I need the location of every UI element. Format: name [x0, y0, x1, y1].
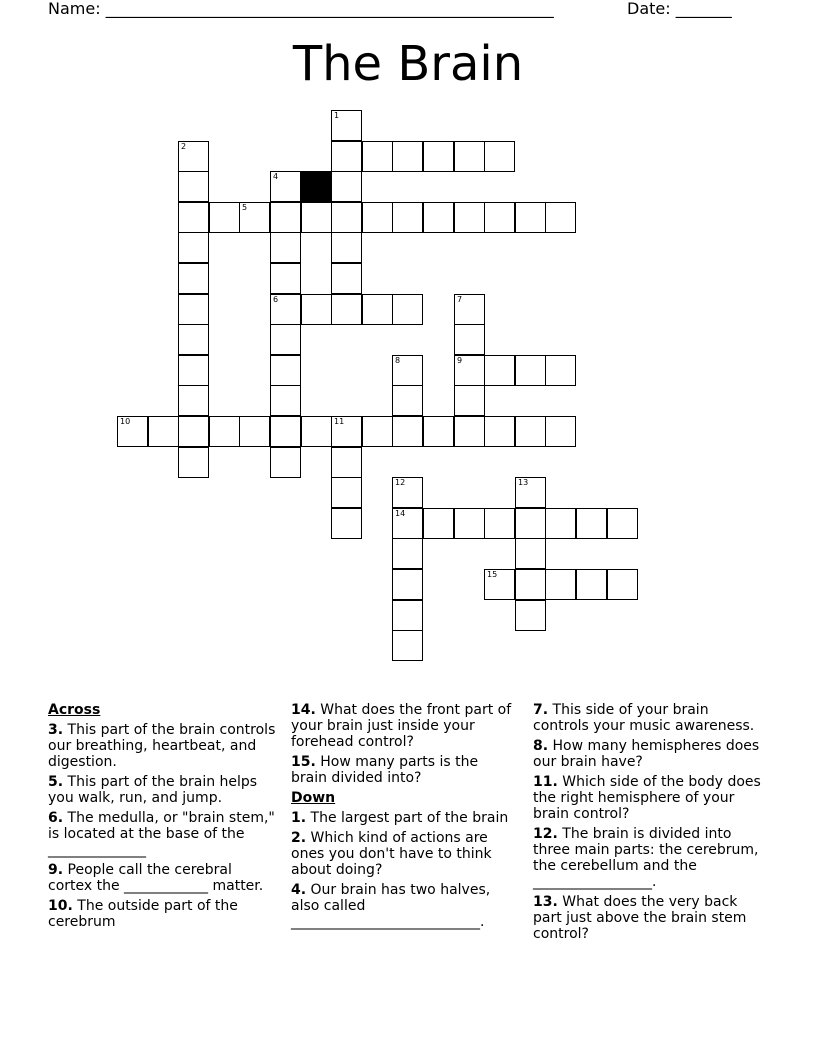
grid-cell[interactable]: [178, 447, 209, 478]
grid-cell[interactable]: [392, 141, 423, 172]
clue-text: The brain is divided into three main parts: the cerebrum, the cerebellum and the _________________.: [533, 826, 759, 890]
grid-cell[interactable]: [454, 294, 485, 325]
clue-number: 1: [334, 111, 340, 120]
grid-cell[interactable]: [392, 355, 423, 386]
clue-item: [533, 738, 768, 770]
clue-number: 12: [395, 478, 406, 487]
name-label: Name:: [48, 0, 101, 18]
grid-cell[interactable]: [301, 294, 332, 325]
clues-column-3: [533, 702, 768, 946]
grid-cell[interactable]: [392, 569, 423, 600]
grid-cell[interactable]: [484, 569, 515, 600]
grid-cell[interactable]: [178, 416, 209, 447]
grid-cell[interactable]: [270, 447, 301, 478]
grid-cell[interactable]: [484, 202, 515, 233]
grid-cell[interactable]: [331, 141, 362, 172]
grid-cell[interactable]: [362, 416, 393, 447]
clue-text: How many hemispheres does our brain have?: [533, 738, 760, 770]
clue-number: 11: [334, 417, 345, 426]
grid-cell[interactable]: [515, 538, 546, 569]
grid-cell[interactable]: [545, 569, 576, 600]
grid-cell[interactable]: [545, 416, 576, 447]
grid-cell[interactable]: [515, 416, 546, 447]
grid-cell[interactable]: [454, 355, 485, 386]
puzzle-title: The Brain: [292, 36, 524, 92]
grid-cell[interactable]: [454, 416, 485, 447]
grid-cell[interactable]: [178, 202, 209, 233]
clue-text: What does the front part of your brain just inside your forehead control?: [291, 702, 512, 750]
grid-cell[interactable]: [301, 416, 332, 447]
clue-number-label: 14.: [291, 702, 316, 718]
grid-cell[interactable]: [484, 508, 515, 539]
clue-number-label: 13.: [533, 894, 558, 910]
grid-cell[interactable]: [331, 263, 362, 294]
grid-cell[interactable]: [270, 416, 301, 447]
grid-cell[interactable]: [454, 385, 485, 416]
grid-cell[interactable]: [515, 477, 546, 508]
grid-cell[interactable]: [392, 202, 423, 233]
clue-item: [291, 754, 516, 786]
grid-cell[interactable]: [362, 141, 393, 172]
grid-cell[interactable]: [362, 202, 393, 233]
grid-cell[interactable]: [178, 385, 209, 416]
grid-cell[interactable]: [331, 477, 362, 508]
grid-cell[interactable]: [545, 202, 576, 233]
grid-cell[interactable]: [331, 294, 362, 325]
down-heading: Down: [291, 790, 336, 806]
clue-number: 2: [181, 142, 187, 151]
grid-cell[interactable]: [545, 355, 576, 386]
grid-cell[interactable]: [392, 294, 423, 325]
clues-column-2: [291, 702, 516, 934]
clue-number: 8: [395, 356, 401, 365]
clue-item: [533, 826, 768, 890]
clue-item: [533, 774, 768, 822]
grid-cell[interactable]: [239, 416, 270, 447]
grid-cell[interactable]: [515, 508, 546, 539]
clue-item: [48, 898, 280, 930]
clue-number-label: 6.: [48, 810, 64, 826]
grid-cell[interactable]: [270, 263, 301, 294]
clue-number-label: 5.: [48, 774, 64, 790]
clue-number-label: 1.: [291, 810, 307, 826]
clue-text: Our brain has two halves, also called ___________________________.: [291, 882, 491, 930]
clue-number-label: 3.: [48, 722, 64, 738]
clue-number: 5: [242, 203, 248, 212]
grid-cell[interactable]: [515, 355, 546, 386]
grid-cell[interactable]: [270, 202, 301, 233]
clue-item: [48, 810, 280, 858]
down-clues-list: [291, 810, 516, 930]
grid-cell[interactable]: [331, 447, 362, 478]
date-label: Date:: [627, 0, 671, 18]
grid-cell[interactable]: [270, 171, 301, 202]
grid-cell[interactable]: [148, 416, 179, 447]
grid-cell[interactable]: [423, 508, 454, 539]
grid-cell[interactable]: [484, 416, 515, 447]
clue-number: 4: [273, 172, 279, 181]
clue-number-label: 4.: [291, 882, 307, 898]
grid-cell[interactable]: [392, 600, 423, 631]
grid-cell[interactable]: [423, 202, 454, 233]
clue-number-label: 9.: [48, 862, 64, 878]
grid-cell[interactable]: [178, 263, 209, 294]
clue-number: 10: [120, 417, 131, 426]
clue-text: This part of the brain helps you walk, run, and jump.: [48, 774, 258, 806]
clue-number-label: 2.: [291, 830, 307, 846]
grid-cell[interactable]: [270, 232, 301, 263]
grid-cell[interactable]: [607, 508, 638, 539]
clue-number: 13: [518, 478, 529, 487]
grid-cell[interactable]: [117, 416, 148, 447]
name-blank: ________________________________________________________: [105, 0, 554, 18]
grid-cell[interactable]: [178, 232, 209, 263]
clue-text: The outside part of the cerebrum: [48, 898, 238, 930]
clue-text: Which kind of actions are ones you don't have to think about doing?: [291, 830, 492, 878]
clue-item: [291, 882, 516, 930]
grid-cell[interactable]: [178, 324, 209, 355]
grid-cell[interactable]: [270, 324, 301, 355]
grid-cell[interactable]: [484, 141, 515, 172]
clue-number: 7: [457, 295, 463, 304]
grid-cell[interactable]: [178, 294, 209, 325]
clue-item: [291, 830, 516, 878]
grid-cell[interactable]: [331, 202, 362, 233]
down-clues-list-continued: [533, 702, 768, 942]
across-heading: Across: [48, 702, 101, 718]
grid-cell[interactable]: [270, 385, 301, 416]
grid-cell[interactable]: [454, 508, 485, 539]
grid-cell[interactable]: [331, 171, 362, 202]
clue-number-label: 12.: [533, 826, 558, 842]
grid-cell[interactable]: [484, 355, 515, 386]
clue-number-label: 10.: [48, 898, 73, 914]
grid-cell[interactable]: [270, 294, 301, 325]
grid-cell[interactable]: [454, 324, 485, 355]
clues-column-1: [48, 702, 280, 934]
across-clues-list-continued: [291, 702, 516, 786]
grid-cell[interactable]: [178, 141, 209, 172]
across-clues-list: [48, 722, 280, 930]
clue-number: 14: [395, 509, 406, 518]
grid-cell[interactable]: [209, 202, 240, 233]
grid-cell[interactable]: [178, 355, 209, 386]
grid-cell[interactable]: [331, 232, 362, 263]
clue-number: 6: [273, 295, 279, 304]
clue-text: The medulla, or "brain stem," is located at the base of the ______________: [48, 810, 275, 858]
clue-number-label: 7.: [533, 702, 549, 718]
grid-cell[interactable]: [454, 202, 485, 233]
grid-cell[interactable]: [576, 508, 607, 539]
grid-cell[interactable]: [392, 477, 423, 508]
grid-cell[interactable]: [545, 508, 576, 539]
clue-item: [48, 862, 280, 894]
clue-text: How many parts is the brain divided into?: [291, 754, 479, 786]
grid-cell[interactable]: [178, 171, 209, 202]
black-square: [301, 171, 332, 202]
grid-cell[interactable]: [423, 141, 454, 172]
grid-cell[interactable]: [331, 416, 362, 447]
grid-cell[interactable]: [331, 110, 362, 141]
grid-cell[interactable]: [209, 416, 240, 447]
grid-cell[interactable]: [607, 569, 638, 600]
grid-cell[interactable]: [392, 630, 423, 661]
clue-text: This side of your brain controls your music awareness.: [533, 702, 755, 734]
clue-item: [291, 702, 516, 750]
date-blank: _______: [675, 0, 732, 18]
clue-number: 15: [487, 570, 498, 579]
clue-item: [533, 702, 768, 734]
clue-item: [533, 894, 768, 942]
clue-item: [48, 722, 280, 770]
grid-cell[interactable]: [454, 141, 485, 172]
grid-cell[interactable]: [576, 569, 607, 600]
grid-cell[interactable]: [392, 385, 423, 416]
clue-number-label: 15.: [291, 754, 316, 770]
clue-text: The largest part of the brain: [306, 810, 509, 826]
clue-item: [291, 810, 516, 826]
grid-cell[interactable]: [515, 202, 546, 233]
grid-cell[interactable]: [392, 508, 423, 539]
grid-cell[interactable]: [392, 416, 423, 447]
grid-cell[interactable]: [392, 538, 423, 569]
grid-cell[interactable]: [362, 294, 393, 325]
grid-cell[interactable]: [239, 202, 270, 233]
clue-number-label: 11.: [533, 774, 558, 790]
grid-cell[interactable]: [331, 508, 362, 539]
grid-cell[interactable]: [515, 600, 546, 631]
clue-text: What does the very back part just above the brain stem control?: [533, 894, 747, 942]
grid-cell[interactable]: [423, 416, 454, 447]
clue-number-label: 8.: [533, 738, 549, 754]
clue-item: [48, 774, 280, 806]
grid-cell[interactable]: [301, 202, 332, 233]
clue-text: Which side of the body does the right hemisphere of your brain control?: [533, 774, 761, 822]
clue-text: People call the cerebral cortex the ____________ matter.: [48, 862, 264, 894]
clue-text: This part of the brain controls our breathing, heartbeat, and digestion.: [48, 722, 276, 770]
clue-number: 9: [457, 356, 463, 365]
grid-cell[interactable]: [270, 355, 301, 386]
grid-cell[interactable]: [515, 569, 546, 600]
